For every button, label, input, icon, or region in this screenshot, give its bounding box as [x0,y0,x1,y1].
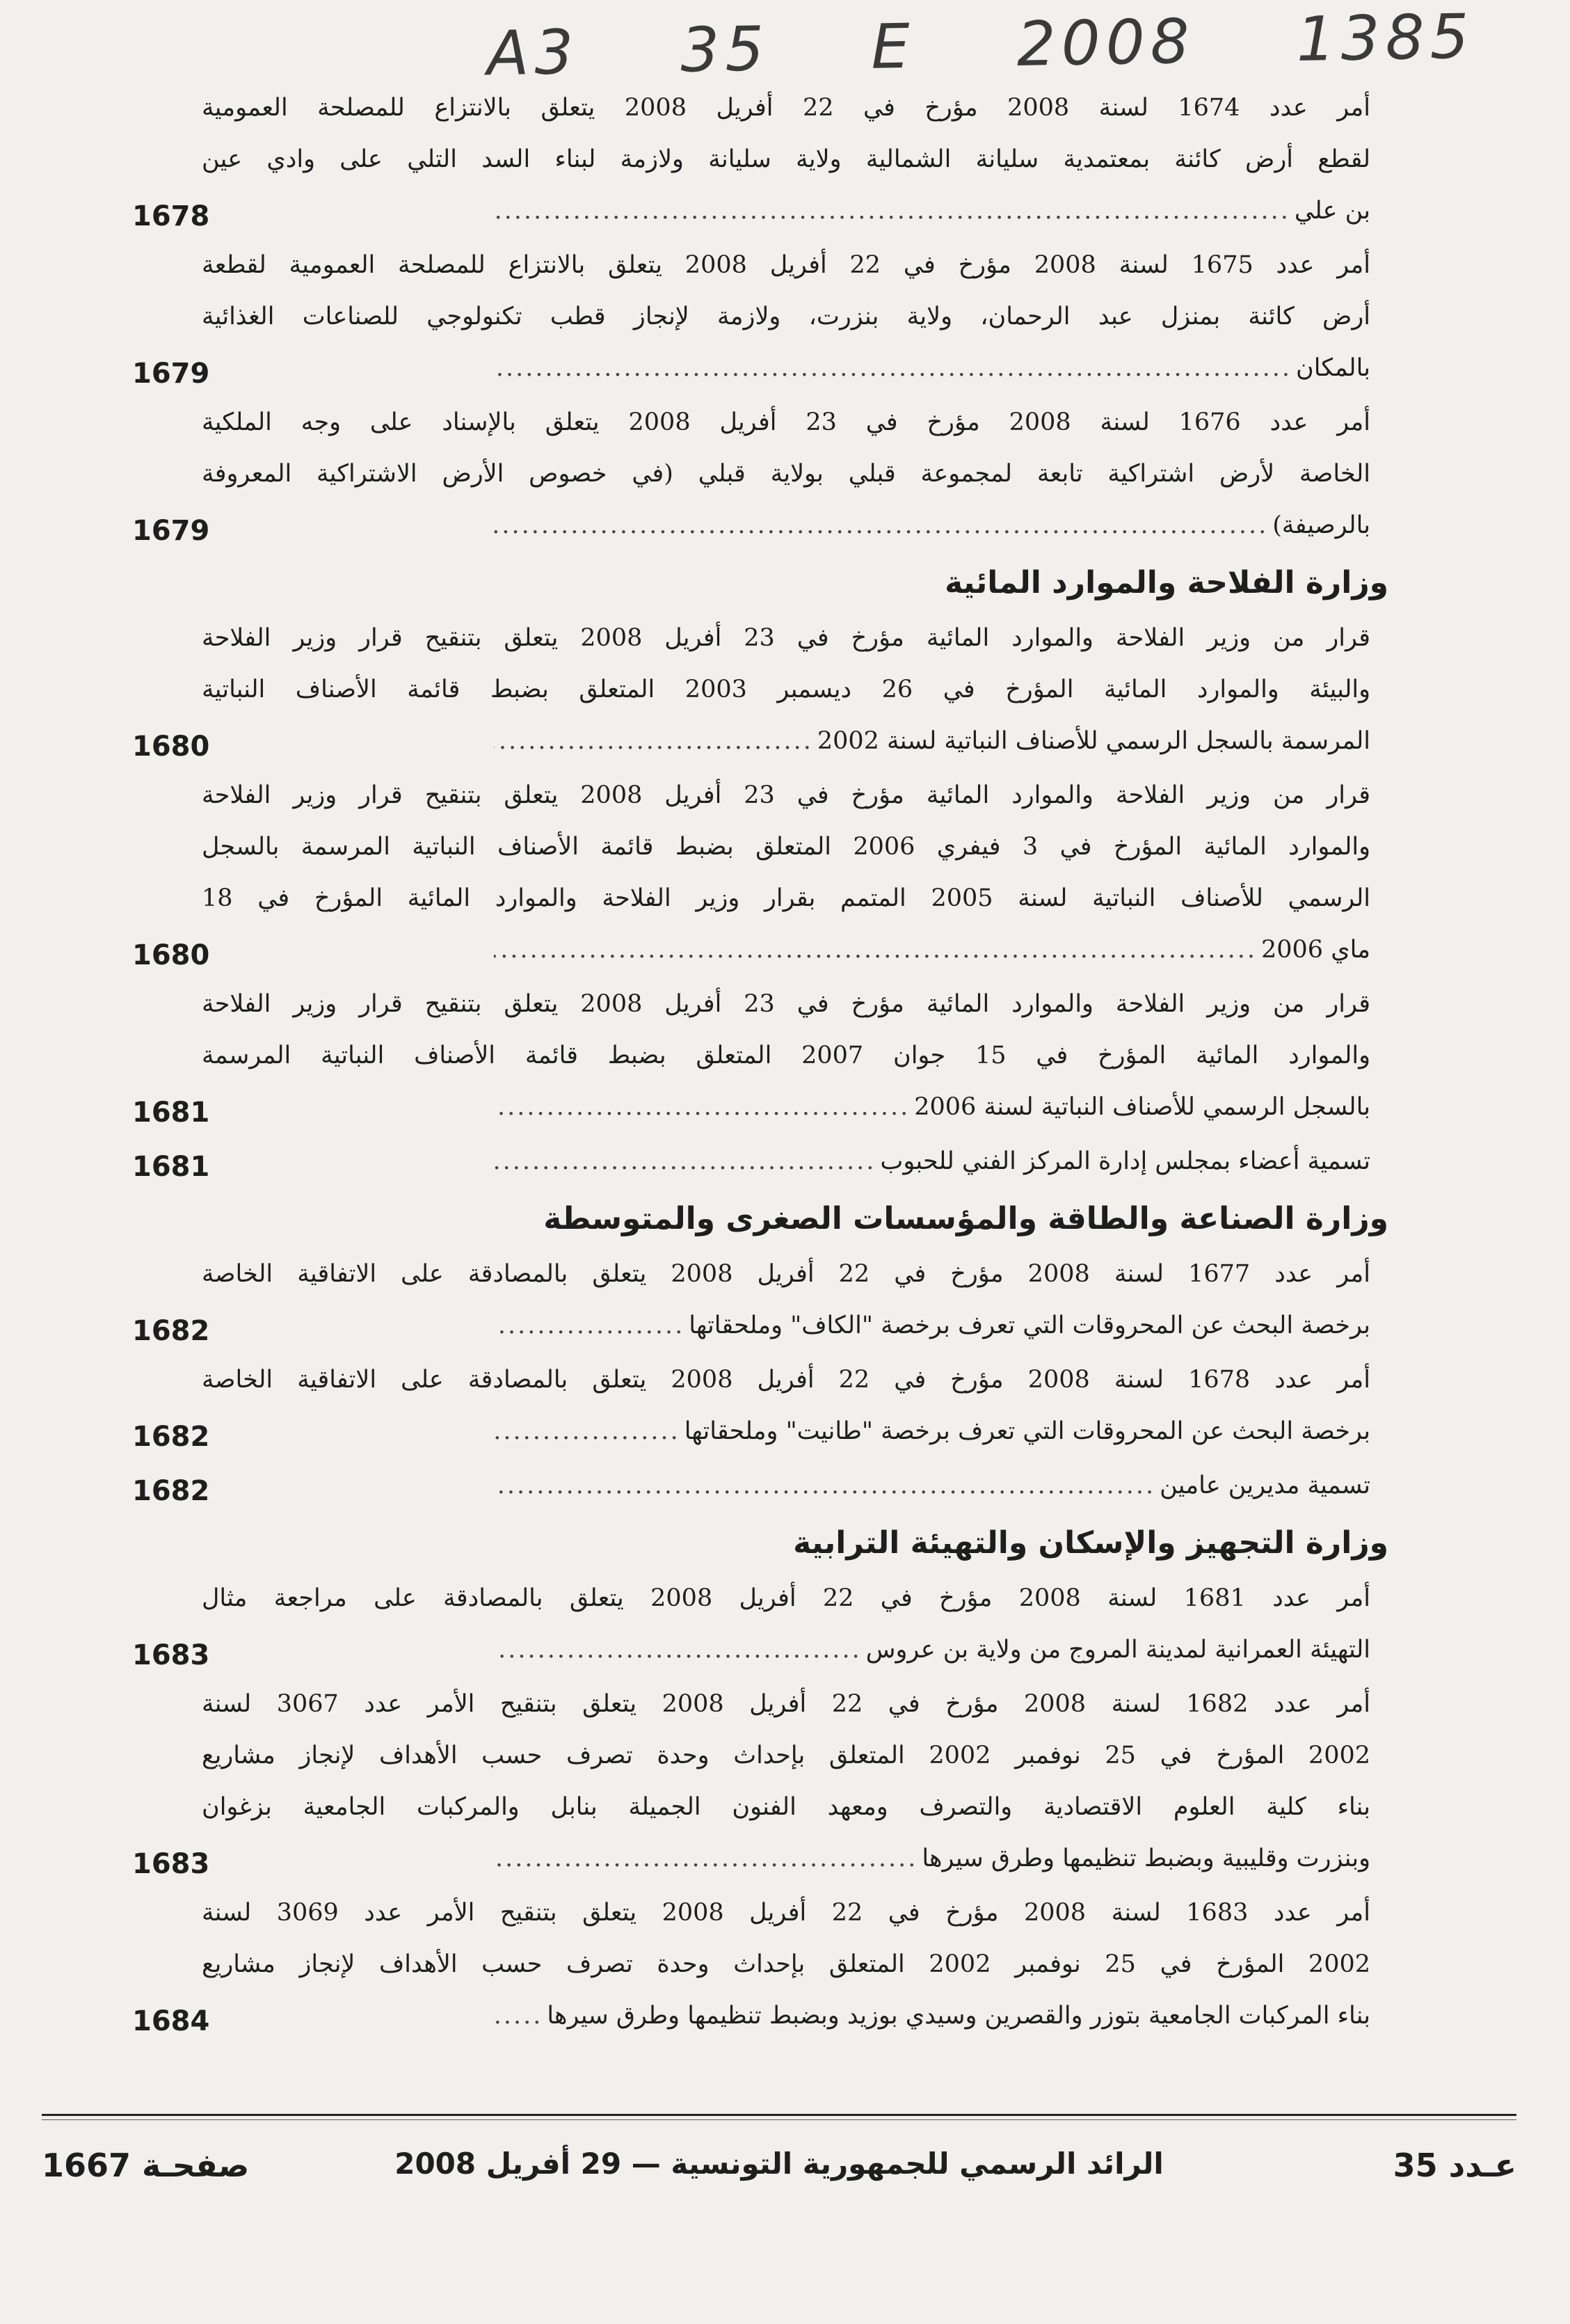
handwritten-token: 35 [680,13,771,86]
entry-line: قرار من وزير الفلاحة والموارد المائية مؤرخ في 23 أفريل 2008 يتعلق بتنقيح قرار وزير الفلاحة [202,781,1370,809]
toc-entry [132,1354,1370,1457]
entry-page-number: 1682 [132,1475,210,1507]
entry-line: الرسمي للأصناف النباتية لسنة 2005 المتمم بقرار وزير الفلاحة والموارد المائية المؤرخ في 18 [202,884,1370,912]
footer-rule [42,2114,1516,2116]
entry-text: بالسجل الرسمي للأصناف النباتية لسنة 2006 [914,1093,1370,1121]
dot-leader [494,1300,684,1351]
entry-line: والبيئة والموارد المائية المؤرخ في 26 ديسمبر 2003 المتعلق بضبط قائمة الأصناف النباتية [202,676,1370,703]
entry-text: وبنزرت وقليبية وبضبط تنظيمها وطرق سيرها [922,1845,1370,1872]
handwritten-token: A3 [486,16,580,90]
entry-line: أمر عدد 1681 لسنة 2008 مؤرخ في 22 أفريل 2008 يتعلق بالمصادقة على مراجعة مثال [202,1584,1370,1612]
entry-line-last [494,924,1370,976]
entry-line-last [494,500,1370,551]
ministry-heading: وزارة الفلاحة والموارد المائية [945,565,1388,600]
entry-line-last [494,1300,1370,1351]
page-footer [42,2147,1516,2188]
entry-page-number: 1681 [132,1151,210,1183]
entry-line-last [494,1833,1370,1884]
entry-page-number: 1681 [132,1097,210,1129]
dot-leader [494,500,1268,551]
entry-line: 2002 المؤرخ في 25 نوفمبر 2002 المتعلق بإحداث وحدة تصرف حسب الأهداف لإنجاز مشاريع [202,1742,1370,1769]
dot-leader [494,1460,1155,1511]
entry-page-number: 1680 [132,939,210,971]
dot-leader [494,1081,910,1133]
entry-line-last [494,715,1370,767]
journal-title-date: الرائد الرسمي للجمهورية التونسية — 29 أفريل 2008 [394,2147,1164,2181]
dot-leader [494,1136,876,1187]
entry-line-last [494,1406,1370,1457]
entry-page-number: 1683 [132,1639,210,1671]
entry-text: برخصة البحث عن المحروقات التي تعرف برخصة "طانيت" وملحقاتها [684,1417,1370,1445]
dot-leader [494,1406,680,1457]
entry-line: أرض كائنة بمنزل عبد الرحمان، ولاية بنزرت، ولازمة لإنجاز قطب تكنولوجي للصناعات الغذائية [202,303,1370,331]
entry-text: بالمكان [1296,354,1370,382]
entry-text: بناء المركبات الجامعية بتوزر والقصرين وسيدي بوزيد وبضبط تنظيمها وطرق سيرها [547,2002,1370,2030]
entry-line: قرار من وزير الفلاحة والموارد المائية مؤرخ في 23 أفريل 2008 يتعلق بتنقيح قرار وزير الفلاحة [202,624,1370,652]
entry-text: المرسمة بالسجل الرسمي للأصناف النباتية لسنة 2002 [817,727,1370,755]
toc-entry [132,397,1370,551]
entry-text: بالرصيفة) [1272,511,1370,539]
entry-line: قرار من وزير الفلاحة والموارد المائية مؤرخ في 23 أفريل 2008 يتعلق بتنقيح قرار وزير الفلاحة [202,990,1370,1018]
handwritten-token: E [870,10,916,83]
entry-text: بن علي [1294,197,1370,225]
entry-page-number: 1679 [132,358,210,390]
entry-text: تسمية مديرين عامين [1160,1472,1370,1499]
entry-text: التهيئة العمرانية لمدينة المروج من ولاية بن عروس [865,1636,1370,1664]
entry-page-number: 1679 [132,515,210,547]
entry-line: 2002 المؤرخ في 25 نوفمبر 2002 المتعلق بإحداث وحدة تصرف حسب الأهداف لإنجاز مشاريع [202,1950,1370,1978]
entry-line: أمر عدد 1682 لسنة 2008 مؤرخ في 22 أفريل 2008 يتعلق بتنقيح الأمر عدد 3067 لسنة [202,1690,1370,1718]
issue-number: عـدد 35 [1393,2147,1516,2184]
toc-entry [132,239,1370,394]
toc-entry [132,82,1370,237]
entry-line: لقطع أرض كائنة بمعتمدية سليانة الشمالية ولاية سليانة ولازمة لبناء السد التلي على وادي عين [202,145,1370,173]
entry-line-last [494,1081,1370,1133]
entry-line-last [494,1136,1370,1187]
handwritten-token: 2008 [1016,5,1196,81]
toc-entry [132,1678,1370,1884]
toc-entry [132,1248,1370,1351]
entry-line: الخاصة لأرض اشتراكية تابعة لمجموعة قبلي بولاية قبلي (في خصوص الأرض الاشتراكية المعروفة [202,460,1370,488]
ministry-heading: وزارة التجهيز والإسكان والتهيئة الترابية [793,1525,1388,1561]
toc-entry [132,770,1370,976]
entry-page-number: 1680 [132,731,210,763]
entry-page-number: 1678 [132,200,210,232]
entry-line-last [494,1460,1370,1511]
entry-line: أمر عدد 1677 لسنة 2008 مؤرخ في 22 أفريل 2008 يتعلق بالمصادقة على الاتفاقية الخاصة [202,1260,1370,1288]
dot-leader [494,1833,918,1884]
entry-page-number: 1682 [132,1315,210,1347]
dot-leader [494,1624,862,1676]
entry-page-number: 1682 [132,1421,210,1453]
toc-entry [132,612,1370,767]
dot-leader [494,185,1290,237]
handwritten-note [486,0,1475,90]
dot-leader [494,924,1257,976]
toc-entry [132,1460,1370,1511]
handwritten-token: 1385 [1295,0,1475,76]
entry-line: أمر عدد 1674 لسنة 2008 مؤرخ في 22 أفريل 2008 يتعلق بالانتزاع للمصلحة العمومية [202,94,1370,122]
entry-page-number: 1684 [132,2005,210,2037]
entry-line: والموارد المائية المؤرخ في 15 جوان 2007 المتعلق بضبط قائمة الأصناف النباتية المرسمة [202,1042,1370,1069]
page-number: صفحـة 1667 [42,2147,250,2184]
entry-line: بناء كلية العلوم الاقتصادية والتصرف ومعهد الفنون الجميلة بنابل والمركبات الجامعية بزغوان [202,1793,1370,1821]
entry-line: أمر عدد 1683 لسنة 2008 مؤرخ في 22 أفريل 2008 يتعلق بتنقيح الأمر عدد 3069 لسنة [202,1899,1370,1927]
dot-leader [494,1990,543,2042]
entry-page-number: 1683 [132,1848,210,1880]
entry-text: برخصة البحث عن المحروقات التي تعرف برخصة "الكاف" وملحقاتها [689,1312,1370,1339]
toc-entry [132,1573,1370,1676]
ministry-heading: وزارة الصناعة والطاقة والمؤسسات الصغرى والمتوسطة [543,1201,1388,1236]
entry-line: والموارد المائية المؤرخ في 3 فيفري 2006 المتعلق بضبط قائمة الأصناف النباتية المرسمة بالسجل [202,833,1370,861]
entry-text: ماي 2006 [1260,936,1370,964]
entry-line-last [494,342,1370,394]
entry-line-last [494,1990,1370,2042]
dot-leader [494,342,1292,394]
toc-entry [132,1136,1370,1187]
entry-text: تسمية أعضاء بمجلس إدارة المركز الفني للحبوب [880,1147,1370,1175]
footer-rule-thin [42,2119,1516,2120]
toc-entry [132,1887,1370,2042]
entry-line: أمر عدد 1678 لسنة 2008 مؤرخ في 22 أفريل 2008 يتعلق بالمصادقة على الاتفاقية الخاصة [202,1366,1370,1394]
toc-entry [132,978,1370,1133]
table-of-contents [132,82,1388,2044]
entry-line-last [494,185,1370,237]
entry-line: أمر عدد 1676 لسنة 2008 مؤرخ في 23 أفريل 2008 يتعلق بالإسناد على وجه الملكية [202,408,1370,436]
entry-line-last [494,1624,1370,1676]
entry-line: أمر عدد 1675 لسنة 2008 مؤرخ في 22 أفريل 2008 يتعلق بالانتزاع للمصلحة العمومية لقطعة [202,251,1370,279]
dot-leader [494,715,813,767]
